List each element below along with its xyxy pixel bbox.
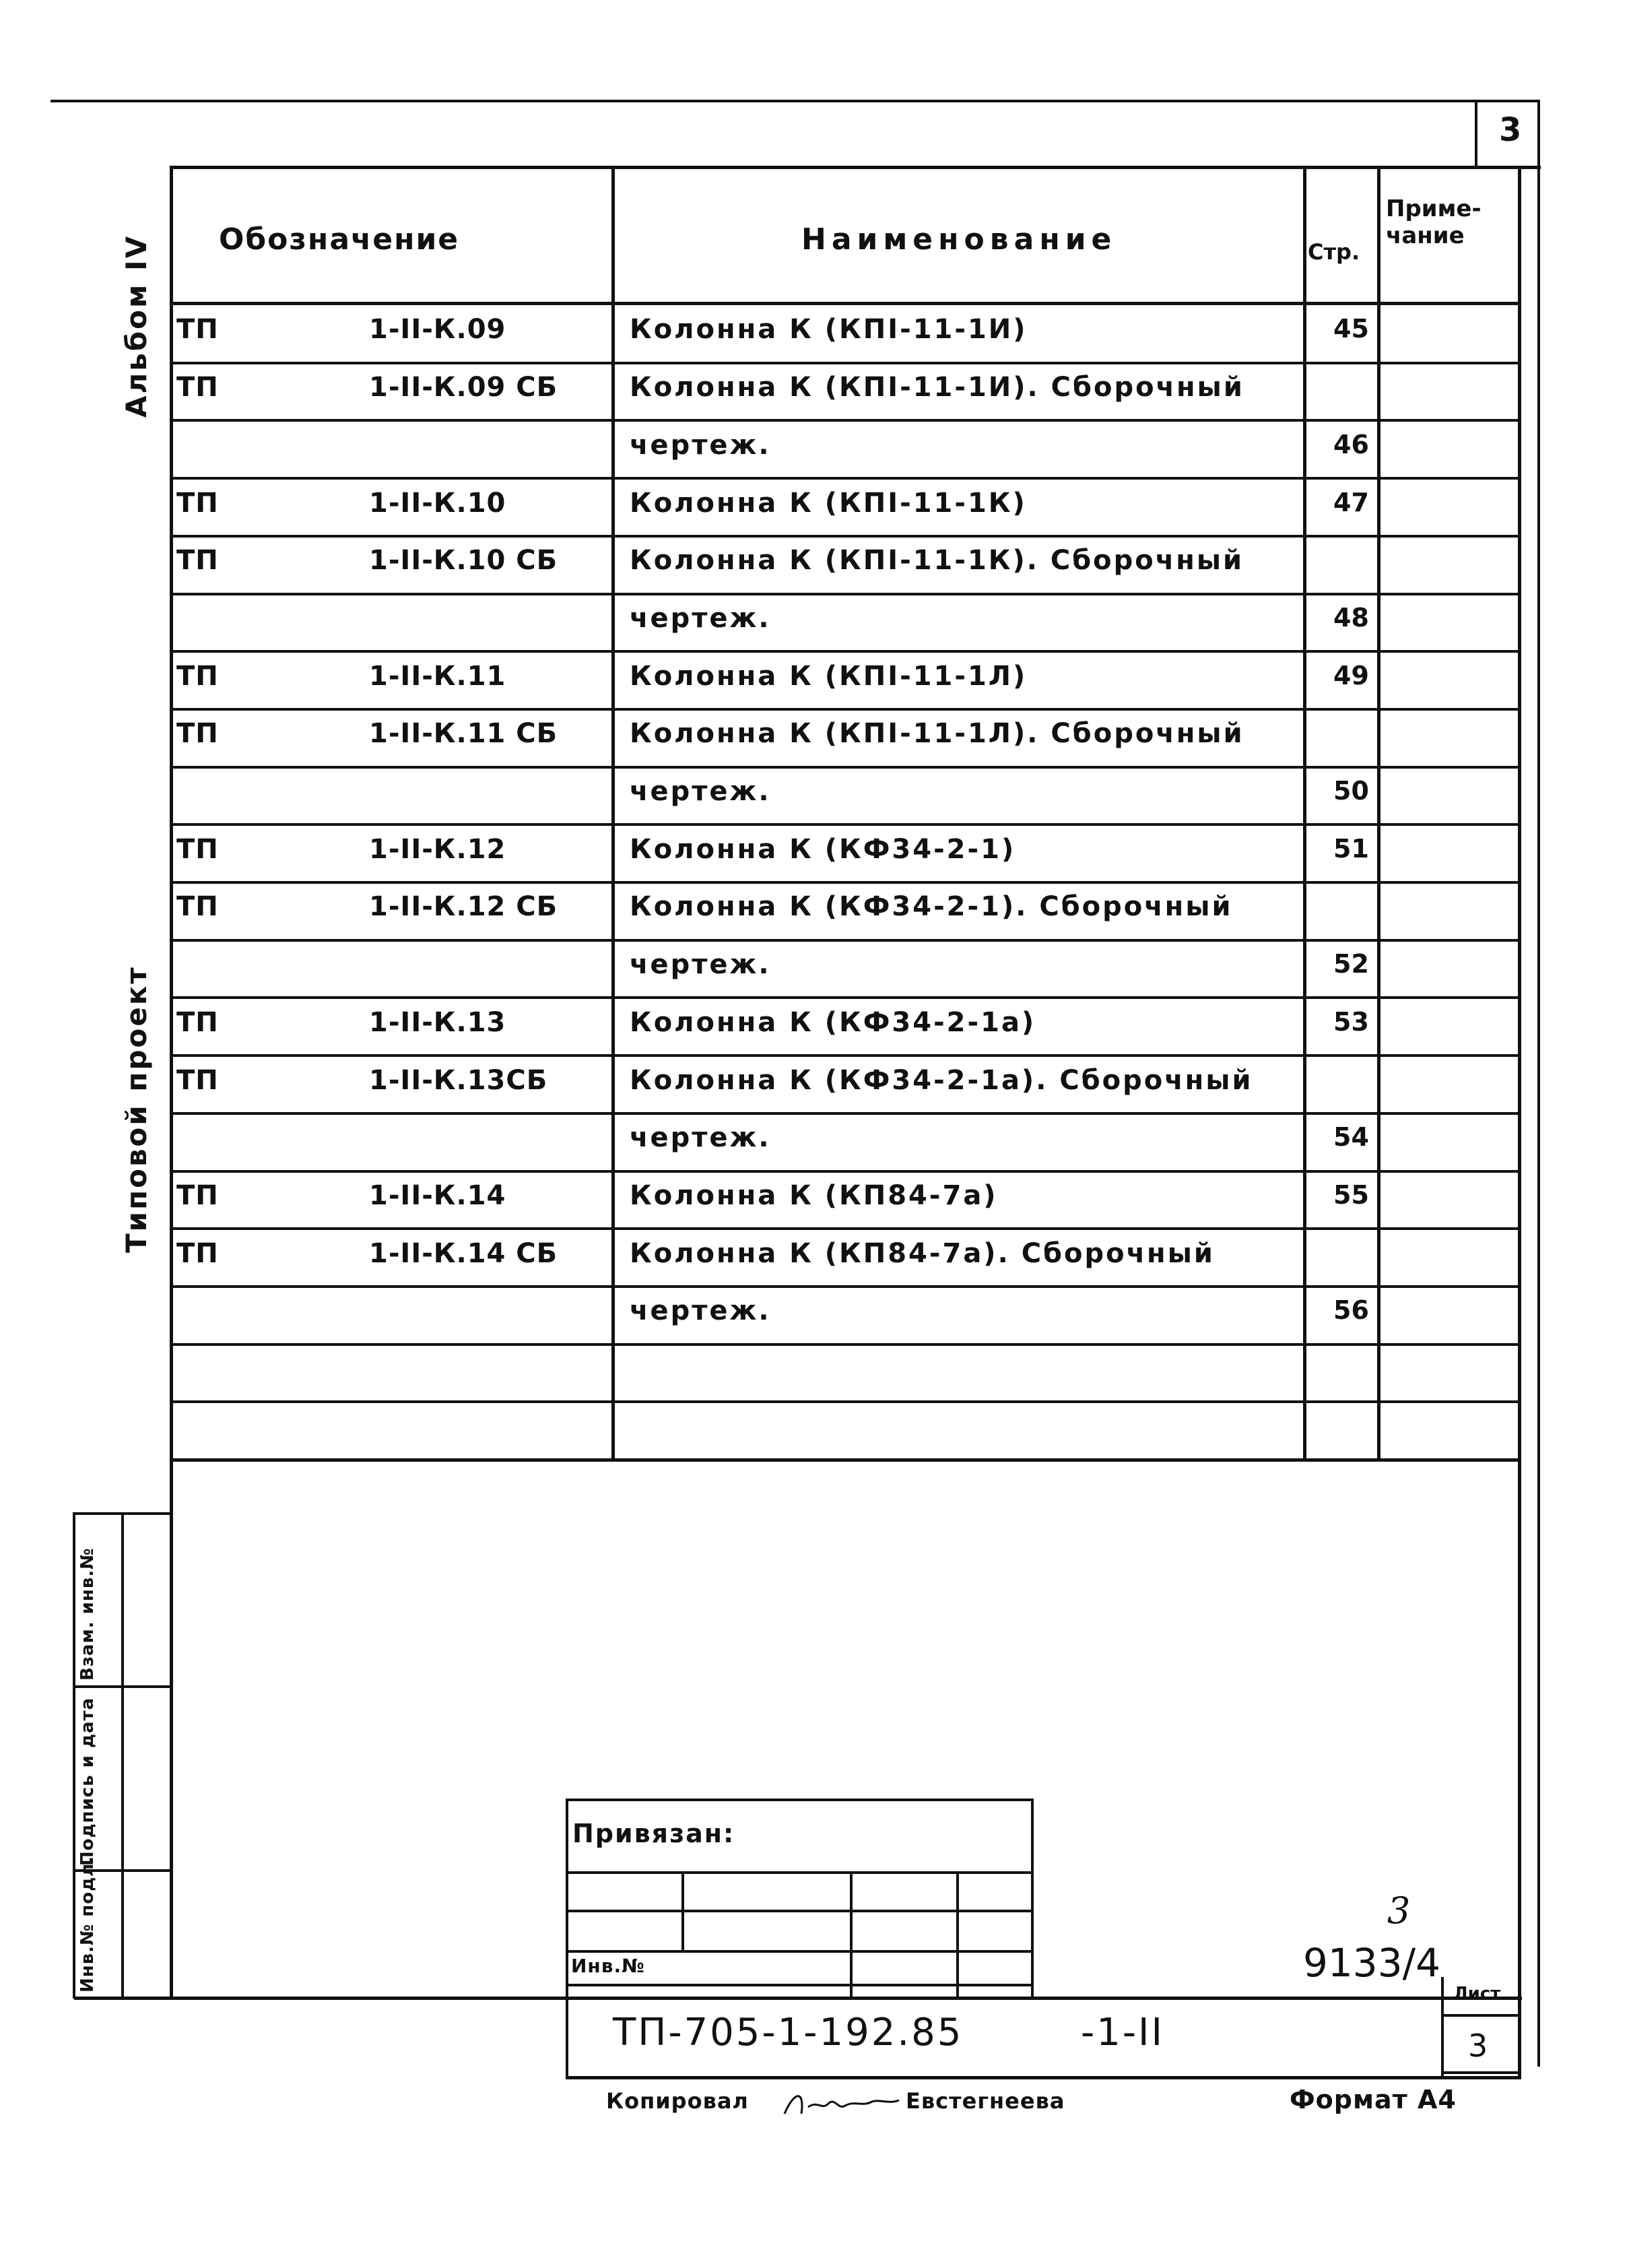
row-name: чертеж. — [630, 603, 771, 634]
row-code: 1-II-К.11 — [369, 661, 506, 692]
row-code: 1-II-К.09 СБ — [369, 372, 558, 403]
row-name: Колонна К (КФ34-2-1а). Сборочный — [630, 1065, 1253, 1096]
row-series: ТП — [176, 1007, 219, 1038]
row-name: чертеж. — [630, 1122, 771, 1153]
row-series: ТП — [176, 1065, 219, 1096]
header-name: Наименование — [801, 222, 1117, 257]
copied-label: Копировал — [606, 2088, 749, 2114]
row-code: 1-II-К.10 СБ — [369, 545, 558, 576]
row-series: ТП — [176, 661, 219, 692]
row-series: ТП — [176, 891, 219, 922]
row-series: ТП — [176, 488, 219, 519]
corner-sheet-number: 3 — [1499, 111, 1523, 149]
row-page: 46 — [1333, 430, 1369, 459]
row-name: Колонна К (КПI-11-1К) — [630, 488, 1027, 519]
signature-scribble — [781, 2087, 902, 2120]
row-series: ТП — [176, 372, 219, 403]
row-page: 45 — [1333, 314, 1369, 344]
row-page: 56 — [1333, 1295, 1369, 1325]
row-name: Колонна К (КП84-7а) — [630, 1180, 998, 1211]
row-code: 1-II-К.12 — [369, 834, 506, 865]
row-series: ТП — [176, 545, 219, 576]
row-code: 1-II-К.12 СБ — [369, 891, 558, 922]
row-code: 1-II-К.14 СБ — [369, 1238, 558, 1269]
header-designation: Обозначение — [219, 222, 460, 257]
row-page: 49 — [1333, 661, 1369, 690]
copier-name: Евстегнеева — [906, 2088, 1065, 2114]
row-page: 53 — [1333, 1007, 1369, 1037]
row-series: ТП — [176, 1238, 219, 1269]
stamp-replace-label: Взам. инв.№ — [77, 1547, 98, 1681]
row-series: ТП — [176, 834, 219, 865]
row-series: ТП — [176, 314, 219, 345]
stamp-inv-label: Инв.№ подл. — [77, 1855, 98, 1992]
row-page: 54 — [1333, 1122, 1369, 1152]
row-name: Колонна К (КП84-7а). Сборочный — [630, 1238, 1215, 1269]
row-code: 1-II-К.11 СБ — [369, 718, 558, 749]
project-label: Типовой проект — [120, 965, 153, 1253]
handwritten-top-number: 3 — [1387, 1889, 1412, 1932]
row-page: 50 — [1333, 776, 1369, 806]
row-name: Колонна К (КФ34-2-1) — [630, 834, 1016, 865]
format-label: Формат А4 — [1290, 2085, 1457, 2114]
row-name: чертеж. — [630, 430, 771, 461]
row-code: 1-II-К.14 — [369, 1180, 506, 1211]
row-page: 51 — [1333, 834, 1369, 864]
row-page: 55 — [1333, 1180, 1369, 1210]
header-note: Приме-чание — [1386, 195, 1482, 249]
row-code: 1-II-К.10 — [369, 488, 506, 519]
binding-inv-label: Инв.№ — [571, 1955, 645, 1977]
row-code: 1-II-К.13СБ — [369, 1065, 548, 1096]
row-name: Колонна К (КФ34-2-1). Сборочный — [630, 891, 1233, 922]
sheet-number: 3 — [1468, 2028, 1490, 2064]
row-name: чертеж. — [630, 949, 771, 980]
album-label: Альбом IV — [120, 234, 153, 418]
row-code: 1-II-К.09 — [369, 314, 506, 345]
row-name: Колонна К (КПI-11-1Л). Сборочный — [630, 718, 1244, 749]
row-series: ТП — [176, 718, 219, 749]
binding-title: Привязан: — [572, 1819, 735, 1848]
row-page: 47 — [1333, 488, 1369, 517]
sheet-label: Лист — [1453, 1984, 1501, 2004]
doc-code: ТП-705-1-192.85 — [613, 2011, 964, 2054]
row-name: Колонна К (КПI-11-1Л) — [630, 661, 1028, 692]
doc-suffix: -1-II — [1081, 2011, 1165, 2054]
header-page: Стр. — [1308, 239, 1360, 265]
row-series: ТП — [176, 1180, 219, 1211]
row-page: 52 — [1333, 949, 1369, 979]
row-name: чертеж. — [630, 776, 771, 807]
handwritten-bottom-number: 9133/4 — [1303, 1940, 1441, 1986]
row-page: 48 — [1333, 603, 1369, 633]
row-name: Колонна К (КПI-11-1И). Сборочный — [630, 372, 1244, 403]
row-name: Колонна К (КФ34-2-1а) — [630, 1007, 1036, 1038]
row-code: 1-II-К.13 — [369, 1007, 506, 1038]
row-name: Колонна К (КПI-11-1К). Сборочный — [630, 545, 1244, 576]
row-name: чертеж. — [630, 1295, 771, 1326]
row-name: Колонна К (КПI-11-1И) — [630, 314, 1028, 345]
stamp-signature-label: Подпись и дата — [77, 1697, 98, 1866]
